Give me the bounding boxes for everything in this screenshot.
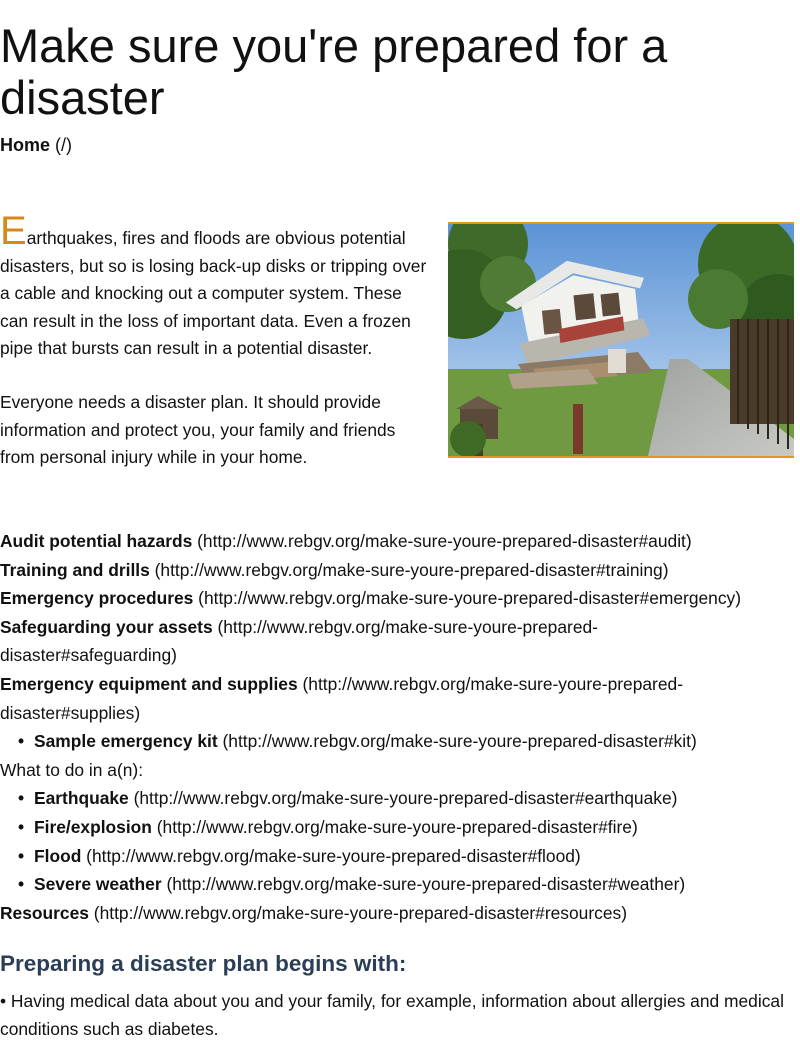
toc-item-earthquake xyxy=(18,784,800,813)
toc-url-training: (http://www.rebgv.org/make-sure-youre-prepared-disaster#training) xyxy=(154,559,669,580)
toc-link-flood[interactable]: Flood xyxy=(34,845,82,866)
toc-item-weather xyxy=(18,870,800,899)
intro-paragraph-2: Everyone needs a disaster plan. It should provide information and protect you, your family and friends from personal injury while in your home. xyxy=(0,391,396,468)
toc-url-safeguarding: (http://www.rebgv.org/make-sure-youre-prepared-disaster#safeguarding) xyxy=(0,616,598,666)
toc-item-training xyxy=(0,556,800,585)
toc-link-training[interactable]: Training and drills xyxy=(0,559,150,580)
toc-url-kit: (http://www.rebgv.org/make-sure-youre-prepared-disaster#kit) xyxy=(222,731,697,752)
toc-url-audit: (http://www.rebgv.org/make-sure-youre-prepared-disaster#audit) xyxy=(197,531,692,551)
toc-item-flood xyxy=(18,842,800,871)
toc-url-weather: (http://www.rebgv.org/make-sure-youre-prepared-disaster#weather) xyxy=(166,874,686,895)
toc-item-resources xyxy=(0,899,800,928)
toc-url-earthquake: (http://www.rebgv.org/make-sure-youre-prepared-disaster#earthquake) xyxy=(133,788,678,809)
toc-link-audit[interactable]: Audit potential hazards xyxy=(0,531,193,551)
toc-url-emergency: (http://www.rebgv.org/make-sure-youre-prepared-disaster#emergency) xyxy=(198,588,742,609)
intro-text xyxy=(0,209,430,472)
toc-item-audit xyxy=(0,527,800,556)
section-heading-plan: Preparing a disaster plan begins with: xyxy=(0,951,407,976)
toc-url-supplies: (http://www.rebgv.org/make-sure-youre-prepared-disaster#supplies) xyxy=(0,673,683,723)
toc-item-emergency xyxy=(0,584,800,613)
toc-sublist-supplies xyxy=(0,727,800,756)
page-title: Make sure you're prepared for a disaster xyxy=(0,19,668,124)
toc-what-to-do: What to do in a(n): xyxy=(0,759,144,780)
toc-link-fire[interactable]: Fire/explosion xyxy=(34,816,152,837)
intro-paragraph-1-text: arthquakes, fires and floods are obvious potential disasters, but so is losing back-up disks or tripping over a cable and knocking out a computer system. These can result in the loss of important data. Even a frozen pipe that bursts can result in a potential disaster. xyxy=(0,228,427,359)
toc-item-fire xyxy=(18,813,800,842)
toc-url-flood: (http://www.rebgv.org/make-sure-youre-prepared-disaster#flood) xyxy=(86,845,581,866)
plan-bullet-medical: • Having medical data about you and your family, for example, information about allergies and medical conditions such as diabetes. xyxy=(0,991,784,1039)
toc-url-fire: (http://www.rebgv.org/make-sure-youre-prepared-disaster#fire) xyxy=(156,816,638,837)
breadcrumb-home-link[interactable]: Home xyxy=(0,135,51,155)
breadcrumb-home-url: (/) xyxy=(55,135,73,155)
toc-link-safeguarding[interactable]: Safeguarding your assets xyxy=(0,616,213,637)
drop-cap: E xyxy=(0,209,27,253)
table-of-contents xyxy=(0,527,800,927)
toc-link-earthquake[interactable]: Earthquake xyxy=(34,788,129,809)
breadcrumb xyxy=(0,133,72,157)
toc-link-supplies[interactable]: Emergency equipment and supplies xyxy=(0,673,298,694)
toc-link-resources[interactable]: Resources xyxy=(0,902,89,923)
toc-link-emergency[interactable]: Emergency procedures xyxy=(0,588,194,609)
toc-link-weather[interactable]: Severe weather xyxy=(34,874,162,895)
intro-paragraph-1 xyxy=(0,209,430,363)
hero-image xyxy=(448,222,794,458)
collapsed-house-illustration xyxy=(448,224,794,456)
toc-link-kit[interactable]: Sample emergency kit xyxy=(34,731,218,752)
toc-item-safeguarding xyxy=(0,613,760,670)
toc-item-supplies xyxy=(0,670,760,727)
toc-item-kit xyxy=(18,727,800,756)
toc-sublist-disasters xyxy=(0,784,800,898)
toc-url-resources: (http://www.rebgv.org/make-sure-youre-prepared-disaster#resources) xyxy=(93,902,627,923)
